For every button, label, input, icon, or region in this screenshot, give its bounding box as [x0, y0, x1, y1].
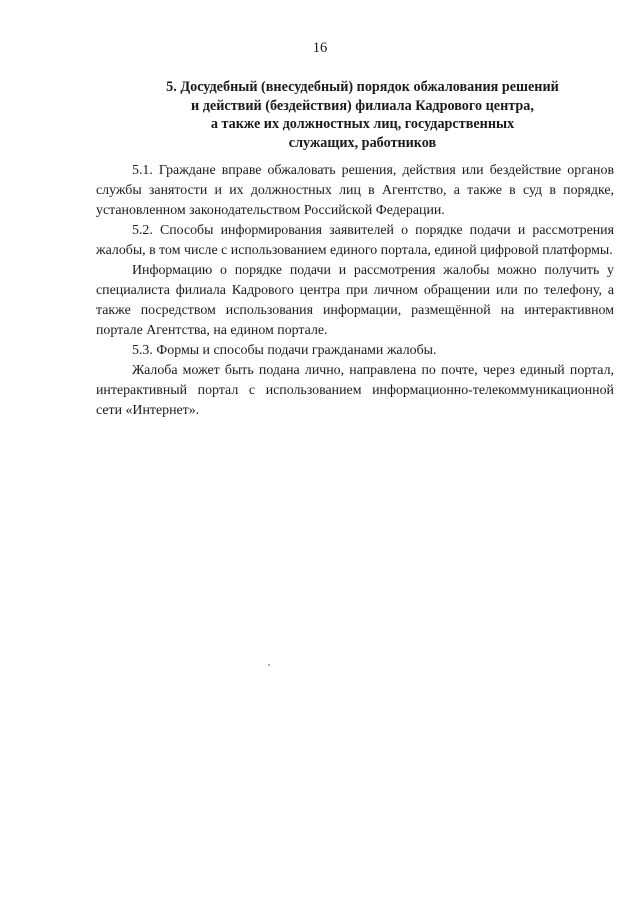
paragraph-5-1: 5.1. Граждане вправе обжаловать решения, действия или бездействие органов службы занятости и их должностных лиц в Агентство, а также в суд в порядке, установленном законодательством Российской Федерации.	[96, 163, 614, 218]
scan-speck	[268, 664, 270, 666]
paragraph-5-2: 5.2. Способы информирования заявителей о порядке подачи и рассмотрения жалобы, в том числе с использованием единого портала, единой цифровой платформы.	[96, 223, 614, 258]
section-body	[96, 161, 614, 421]
section-heading-line: 5. Досудебный (внесудебный) порядок обжалования решений	[166, 79, 559, 95]
paragraph-complaint: Жалоба может быть подана лично, направлена по почте, через единый портал, интерактивный портал с использованием информационно-телекоммуникационной сети «Интернет».	[96, 363, 614, 418]
section-heading-line: а также их должностных лиц, государственных	[210, 116, 515, 132]
section-heading-line: и действий (бездействия) филиала Кадрового центра,	[191, 97, 534, 114]
paragraph-info: Информацию о порядке подачи и рассмотрения жалобы можно получить у специалиста филиала Кадрового центра при личном обращении или по телефону, а также посредством использования информации, размещённой на интерактивном портале Агентства, на едином портале.	[96, 263, 614, 338]
page-number: 16	[312, 40, 328, 56]
section-heading	[120, 78, 605, 152]
section-heading-line: служащих, работников	[288, 134, 437, 151]
paragraph-5-3: 5.3. Формы и способы подачи гражданами жалобы.	[132, 343, 437, 358]
